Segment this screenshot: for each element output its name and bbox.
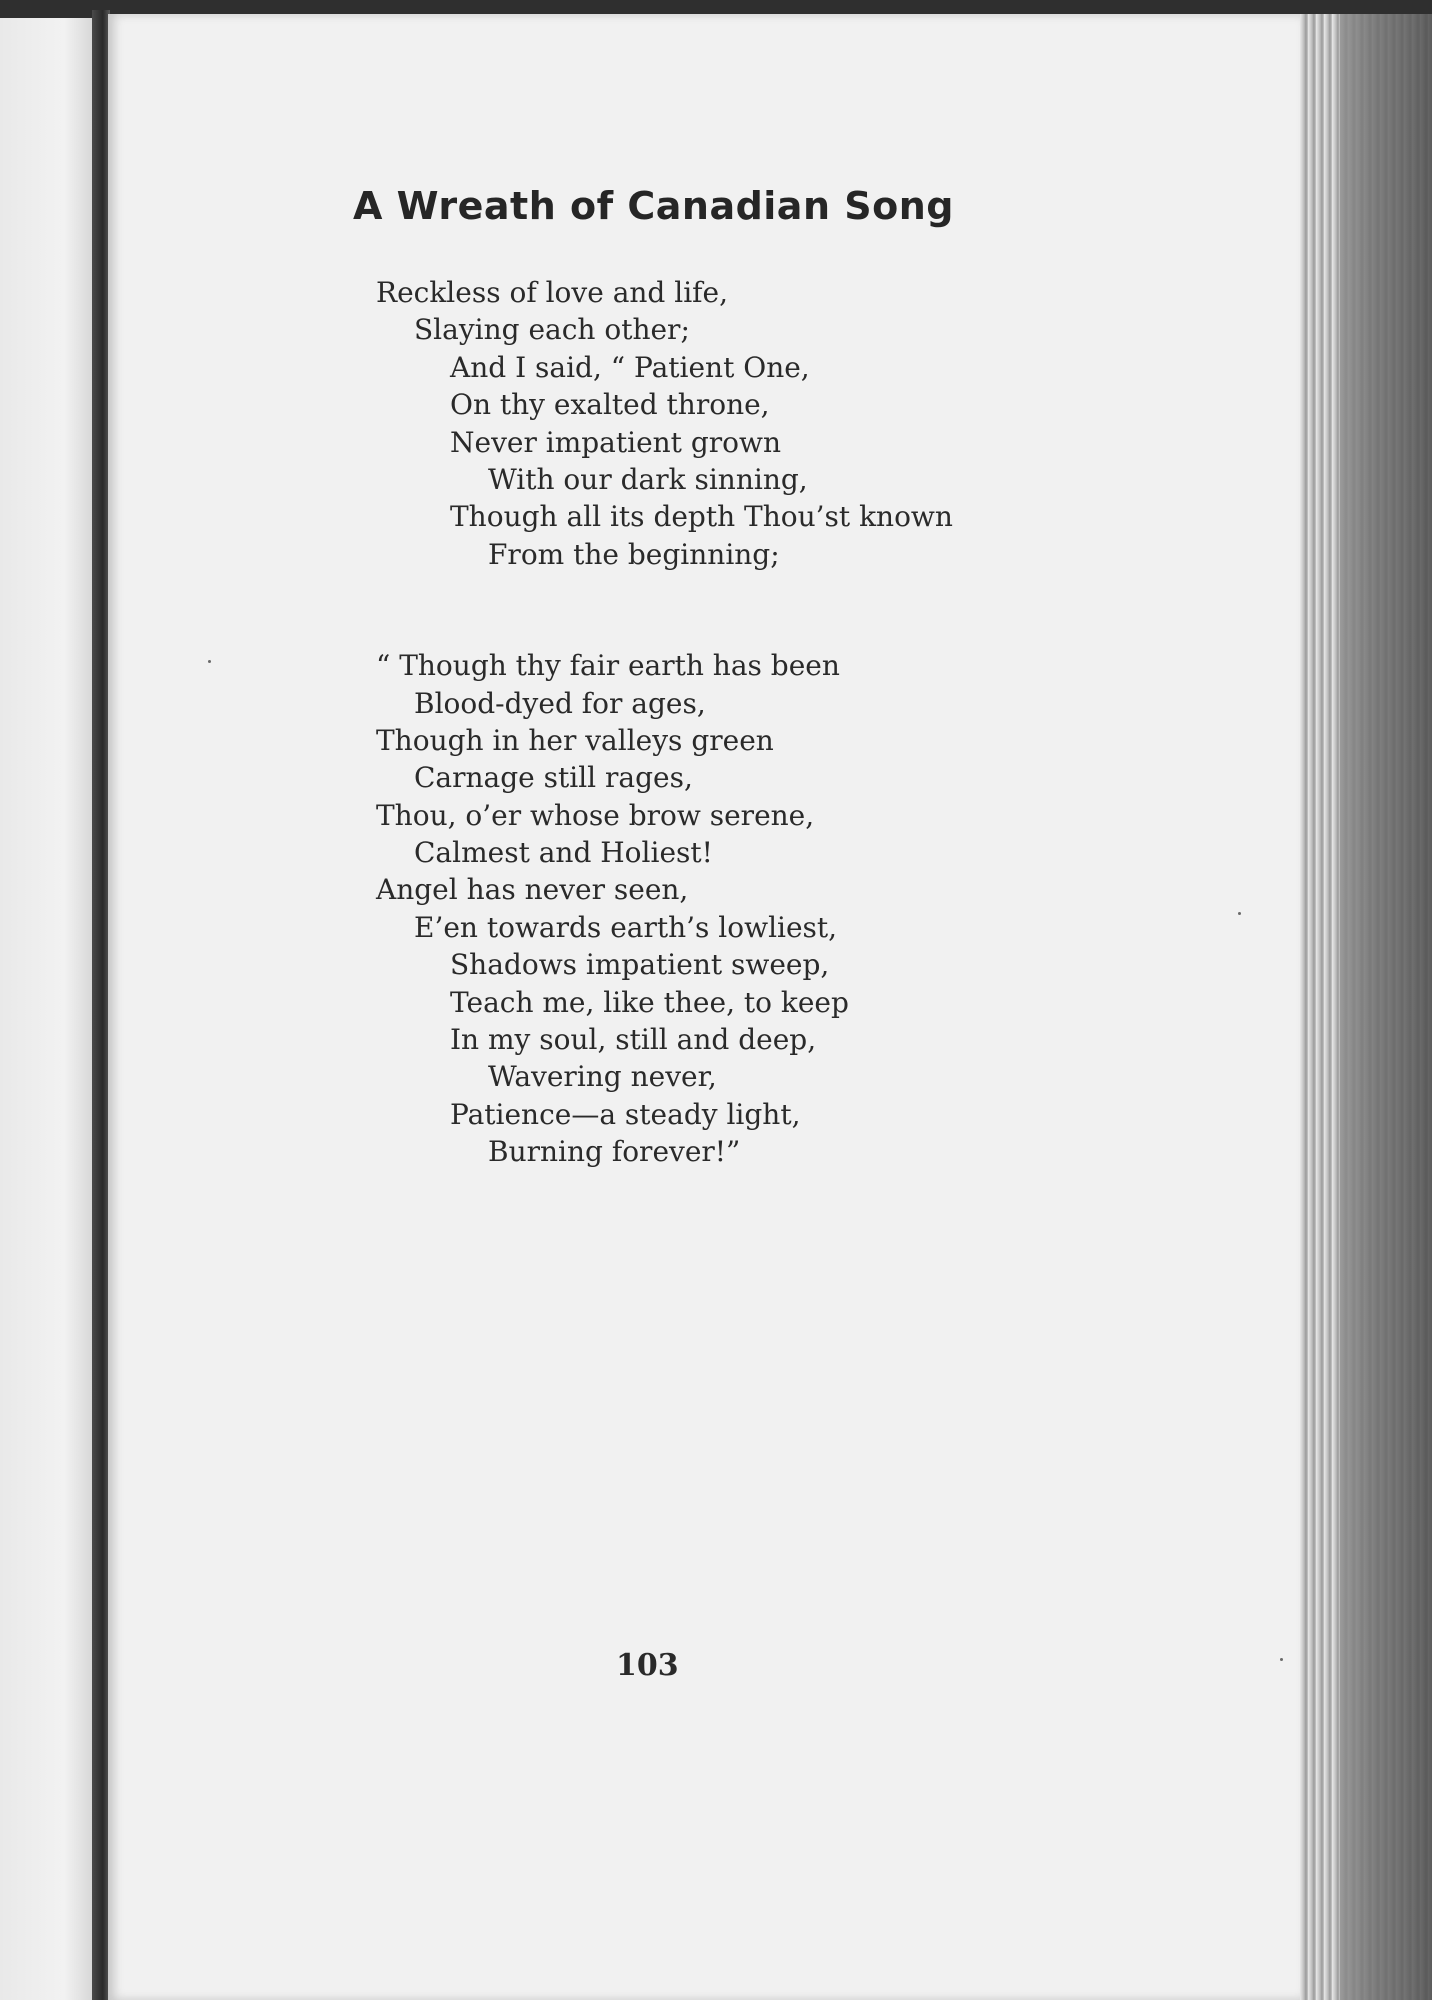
poem-line: Reckless of love and life, [376, 276, 728, 309]
poem-line: On thy exalted throne, [450, 388, 770, 422]
poem-line: Blood-dyed for ages, [414, 686, 706, 720]
poem-line: Slaying each other; [414, 313, 690, 347]
poem-body [376, 274, 953, 1171]
poem-line: Thou, o’er whose brow serene, [376, 798, 815, 832]
poem-line: “ Though thy fair earth has been [376, 649, 840, 683]
stanza [376, 274, 953, 573]
poem-line: In my soul, still and deep, [450, 1023, 817, 1057]
poem-line: Patience—a steady light, [450, 1097, 801, 1131]
poem-line: Angel has never seen, [376, 873, 689, 907]
poem-line: Calmest and Holiest! [414, 836, 713, 870]
stanza [376, 647, 953, 1170]
poem-line: With our dark sinning, [488, 462, 808, 496]
poem-line: From the beginning; [488, 537, 780, 571]
poem-line: Carnage still rages, [414, 761, 693, 795]
running-head: A Wreath of Canadian Song [353, 184, 954, 228]
poem-line: Teach me, like thee, to keep [450, 985, 849, 1019]
poem-line: Wavering never, [488, 1060, 717, 1094]
paper-speck [208, 660, 211, 663]
poem-line: E’en towards earth’s lowliest, [414, 910, 838, 944]
poem-line: Though in her valleys green [376, 723, 774, 757]
paper-speck [1280, 1658, 1283, 1661]
paper-speck [1238, 912, 1241, 915]
page-number: 103 [616, 1648, 679, 1683]
poem-line: And I said, “ Patient One, [450, 350, 810, 384]
poem-line: Though all its depth Thou’st known [450, 500, 953, 534]
poem-line: Never impatient grown [450, 425, 781, 459]
poem-line: Shadows impatient sweep, [450, 948, 830, 982]
page-block-edges [1300, 14, 1432, 2000]
poem-line: Burning forever!” [488, 1135, 741, 1169]
facing-page-edge [0, 18, 92, 2000]
